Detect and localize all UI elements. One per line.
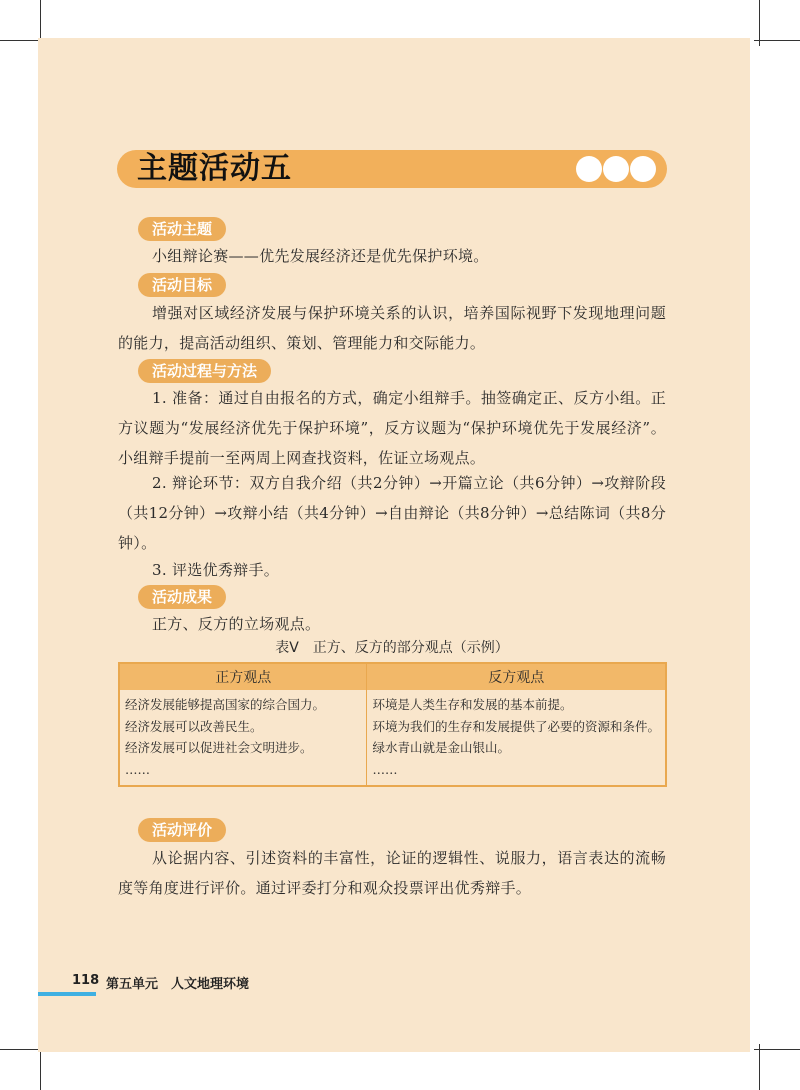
table-caption: 表Ⅴ 正方、反方的部分观点（示例）: [275, 640, 509, 656]
con-point: 环境是人类生存和发展的基本前提。: [372, 697, 573, 712]
con-header: 反方观点: [367, 663, 666, 690]
section-tag-goal: 活动目标: [138, 273, 226, 297]
pro-point: ……: [125, 761, 150, 777]
section-tag-result: 活动成果: [138, 585, 226, 609]
con-point: 环境为我们的生存和发展提供了必要的资源和条件。: [372, 718, 660, 734]
pro-point: 经济发展可以改善民生。: [125, 718, 263, 734]
process-step-2: 2. 辩论环节：双方自我介绍（共2分钟）→开篇立论（共6分钟）→攻辩阶段（共12分钟）→攻辩小结（共4分钟）→自由辩论（共8分钟）→总结陈词（共8分钟）。: [118, 474, 666, 552]
table-header-row: [119, 663, 666, 690]
con-cell: [367, 690, 666, 786]
theme-text: 小组辩论赛——优先发展经济还是优先保护环境。: [152, 247, 489, 265]
pro-point: 经济发展能够提高国家的综合国力。: [125, 697, 326, 712]
result-text: 正方、反方的立场观点。: [152, 615, 321, 633]
decorative-dot-icon: [630, 156, 656, 182]
page-number: 118: [72, 973, 100, 988]
pro-point: 经济发展可以促进社会文明进步。: [125, 740, 313, 755]
process-step-3: 3. 评选优秀辩手。: [152, 561, 280, 579]
page-title: 主题活动五: [137, 151, 292, 186]
con-point: ……: [372, 761, 398, 777]
pro-cell: [119, 690, 367, 786]
con-point: 绿水青山就是金山银山。: [372, 740, 510, 755]
crop-mark: [754, 1049, 800, 1050]
decorative-dot-icon: [576, 156, 602, 182]
goal-text: 增强对区域经济发展与保护环境关系的认识，培养国际视野下发现地理问题的能力，提高活动组织、策划、管理能力和交际能力。: [118, 304, 666, 352]
decorative-dot-icon: [603, 156, 629, 182]
table-row: [119, 690, 666, 786]
unit-title: 第五单元 人文地理环境: [106, 977, 250, 992]
pro-header: 正方观点: [119, 663, 367, 690]
crop-mark: [754, 40, 800, 41]
footer-accent-bar: [38, 992, 96, 996]
section-tag-evaluation: 活动评价: [138, 818, 226, 842]
evaluation-text: 从论据内容、引述资料的丰富性，论证的逻辑性、说服力，语言表达的流畅度等角度进行评价。通过评委打分和观众投票评出优秀辩手。: [118, 849, 666, 897]
viewpoints-table: [118, 662, 667, 787]
crop-mark: [759, 1044, 760, 1090]
process-step-1: 1. 准备：通过自由报名的方式，确定小组辩手。抽签确定正、反方小组。正方议题为“发展经济优先于保护环境”，反方议题为“保护环境优先于发展经济”。小组辩手提前一至两周上网查找资料，佐证立场观点。: [118, 389, 666, 467]
section-tag-theme: 活动主题: [138, 217, 226, 241]
section-tag-process: 活动过程与方法: [138, 359, 271, 383]
